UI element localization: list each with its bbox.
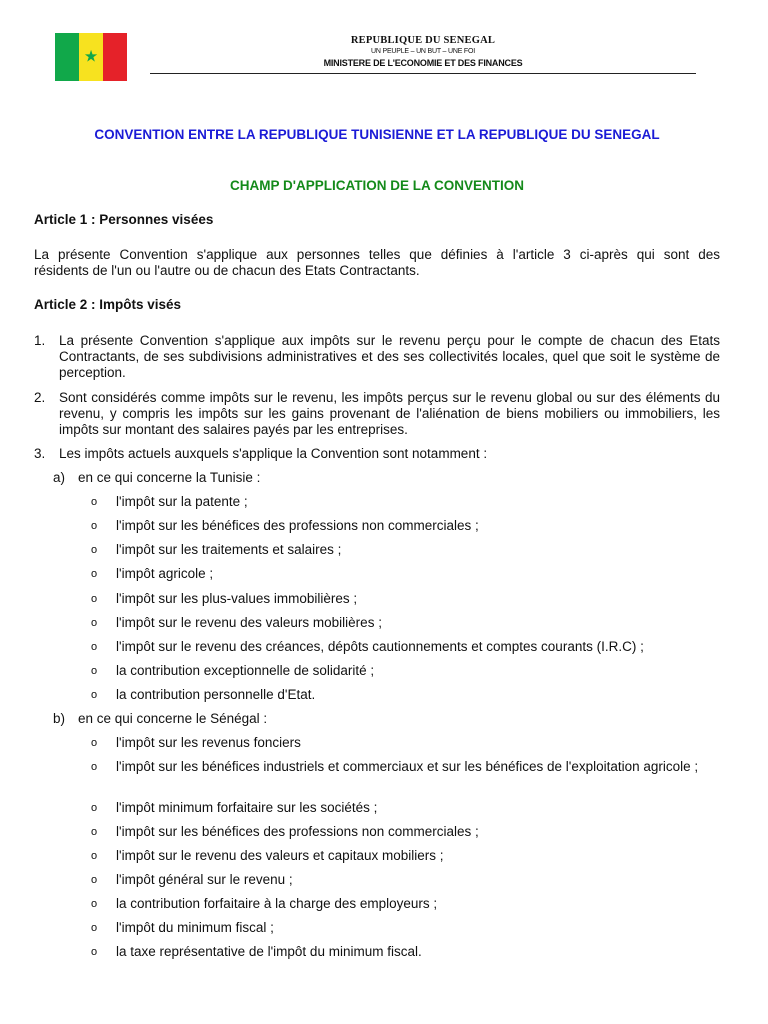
bullet-circle-icon: o <box>91 737 98 749</box>
bullet-list-item <box>91 735 720 751</box>
bullet-circle-icon: o <box>91 568 98 580</box>
bullet-circle-icon: o <box>91 544 98 556</box>
bullet-list-item <box>91 944 720 960</box>
bullet-circle-icon: o <box>91 689 98 701</box>
article1-paragraph <box>34 247 720 279</box>
bullet-circle-icon: o <box>91 922 98 934</box>
bullet-circle-icon: o <box>91 874 98 886</box>
bullet-list-item <box>91 542 720 558</box>
bullet-text: l'impôt sur les plus-values immobilières ; <box>116 591 358 606</box>
subsection-tunisia <box>53 470 260 486</box>
bullet-circle-icon: o <box>91 761 98 773</box>
letterhead-divider <box>150 73 696 74</box>
article2-heading: Article 2 : Impôts visés <box>34 297 182 312</box>
bullet-circle-icon: o <box>91 826 98 838</box>
flag-green-band <box>55 33 79 81</box>
bullet-list-item <box>91 872 720 888</box>
bullet-circle-icon: o <box>91 593 98 605</box>
bullet-circle-icon: o <box>91 850 98 862</box>
bullet-list-item <box>91 639 720 655</box>
bullet-text: la contribution exceptionnelle de solidarité ; <box>116 663 375 678</box>
bullet-list-item <box>91 615 720 631</box>
article2-item-1 <box>34 333 720 381</box>
bullet-circle-icon: o <box>91 946 98 958</box>
bullet-text: l'impôt sur les bénéfices des professions non commerciales ; <box>116 518 479 533</box>
sub-letter: a) <box>53 470 66 485</box>
bullet-text: l'impôt général sur le revenu ; <box>116 872 293 887</box>
bullet-text: l'impôt sur les bénéfices des professions non commerciales ; <box>116 824 479 839</box>
sub-label: en ce qui concerne le Sénégal : <box>78 711 268 726</box>
bullet-list-item <box>91 494 720 510</box>
document-title: CONVENTION ENTRE LA REPUBLIQUE TUNISIENNE ET LA REPUBLIQUE DU SENEGAL <box>94 127 660 142</box>
bullet-text: la contribution personnelle d'Etat. <box>116 687 316 702</box>
bullet-list-item <box>91 920 720 936</box>
item-text: Les impôts actuels auxquels s'applique la Convention sont notamment : <box>59 446 488 461</box>
bullet-list-item <box>91 824 720 840</box>
subsection-senegal <box>53 711 267 727</box>
bullet-list-item <box>91 800 720 816</box>
sub-letter: b) <box>53 711 66 726</box>
item-number: 1. <box>34 333 46 348</box>
bullet-text: l'impôt sur la patente ; <box>116 494 248 509</box>
article2-item-2 <box>34 390 720 438</box>
bullet-text: l'impôt du minimum fiscal ; <box>116 920 274 935</box>
bullet-list-item <box>91 663 720 679</box>
bullet-list-item <box>91 566 720 582</box>
article1-heading: Article 1 : Personnes visées <box>34 212 214 227</box>
letterhead-ministry: MINISTERE DE L'ECONOMIE ET DES FINANCES <box>323 58 523 68</box>
flag-star-icon: ★ <box>83 46 99 66</box>
article1-line1: La présente Convention s'applique aux personnes telles que définies à l'article 3 ci-après qui sont des <box>34 247 720 262</box>
bullet-circle-icon: o <box>91 496 98 508</box>
bullet-list-item <box>91 848 720 864</box>
article2-item-3 <box>34 446 720 462</box>
bullet-circle-icon: o <box>91 641 98 653</box>
item-text: Sont considérés comme impôts sur le revenu, les impôts perçus sur le revenu global ou sur des éléments du revenu, y compris les impôts sur les gains provenant de l'aliénation de biens mobiliers ou immobiliers, les impôts sur montant des salaires payés par les entreprises. <box>59 390 720 437</box>
bullet-circle-icon: o <box>91 802 98 814</box>
item-number: 3. <box>34 446 46 461</box>
flag-red-band <box>103 33 127 81</box>
bullet-list-item <box>91 759 720 775</box>
bullet-text: l'impôt sur le revenu des créances, dépôts cautionnements et comptes courants (I.R.C) ; <box>116 639 644 654</box>
bullet-text: l'impôt sur les bénéfices industriels et commerciaux et sur les bénéfices de l'exploitation agricole ; <box>116 759 699 774</box>
flag-yellow-band <box>79 33 103 81</box>
bullet-circle-icon: o <box>91 665 98 677</box>
article1-line2: résidents de l'un ou l'autre ou de chacun des Etats Contractants. <box>34 263 420 278</box>
sub-label: en ce qui concerne la Tunisie : <box>78 470 261 485</box>
bullet-list-item <box>91 518 720 534</box>
bullet-text: la contribution forfaitaire à la charge des employeurs ; <box>116 896 438 911</box>
bullet-circle-icon: o <box>91 520 98 532</box>
bullet-text: l'impôt sur le revenu des valeurs et capitaux mobiliers ; <box>116 848 444 863</box>
letterhead-motto: UN PEUPLE – UN BUT – UNE FOI <box>371 48 475 55</box>
item-text: La présente Convention s'applique aux impôts sur le revenu perçu pour le compte de chacun des Etats Contractants, de ses subdivisions administratives et des ses collectivités locales, quel que soit le système de perception. <box>59 333 720 380</box>
document-subtitle: CHAMP D'APPLICATION DE LA CONVENTION <box>230 178 524 193</box>
bullet-list-item <box>91 591 720 607</box>
senegal-flag-icon <box>55 33 127 81</box>
bullet-text: la taxe représentative de l'impôt du minimum fiscal. <box>116 944 422 959</box>
letterhead <box>150 34 696 69</box>
bullet-text: l'impôt sur les revenus fonciers <box>116 735 301 750</box>
bullet-list-item <box>91 896 720 912</box>
bullet-list-item <box>91 687 720 703</box>
bullet-circle-icon: o <box>91 898 98 910</box>
item-number: 2. <box>34 390 46 405</box>
letterhead-country: REPUBLIQUE DU SENEGAL <box>350 35 496 46</box>
bullet-text: l'impôt sur les traitements et salaires ; <box>116 542 342 557</box>
bullet-text: l'impôt minimum forfaitaire sur les sociétés ; <box>116 800 378 815</box>
bullet-circle-icon: o <box>91 617 98 629</box>
bullet-text: l'impôt agricole ; <box>116 566 214 581</box>
bullet-text: l'impôt sur le revenu des valeurs mobilières ; <box>116 615 382 630</box>
